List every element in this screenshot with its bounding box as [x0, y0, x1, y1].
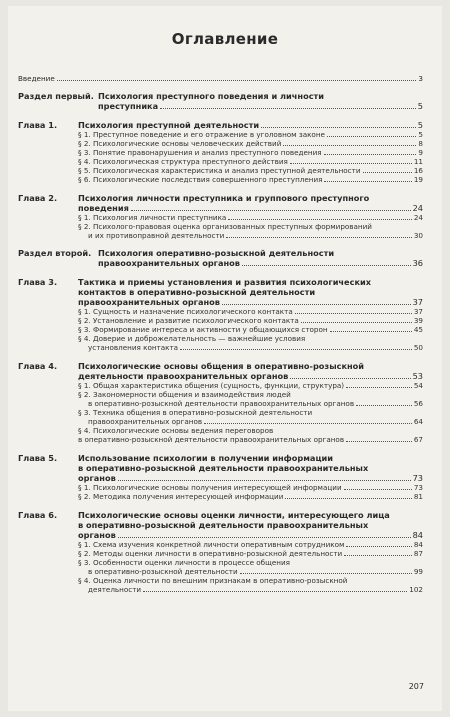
chapter-label: Глава 5. [18, 453, 58, 463]
list-item: § 1. Сущность и назначение психологического контакта 37 [78, 307, 423, 316]
entry-page: 24 [412, 203, 423, 213]
list-item: § 4. Психологические основы ведения переговоров в оперативно-розыскной деятельности правоохранительных органов 67 [78, 426, 423, 444]
entry-page: 3 [418, 74, 423, 83]
chapter-label: Глава 1. [18, 120, 58, 130]
list-item: § 3. Особенности оценки личности в процессе общения в оперативно-розыскной деятельности 99 [78, 558, 423, 576]
list-item: § 1. Преступное поведение и его отражение в уголовном законе 5 [78, 130, 423, 139]
entry-page: 5 [417, 101, 423, 111]
entry-text: Введение [18, 74, 55, 83]
book-page [8, 6, 442, 711]
list-item: § 1. Общая характеристика общения (сущность, функции, структура) 54 [78, 381, 423, 390]
toc-chapter-2 [18, 193, 423, 213]
list-item: § 3. Формирование интереса и активности у общающихся сторон 45 [78, 325, 423, 334]
section-title-line2: правоохранительных органов [98, 258, 240, 268]
list-item: § 2. Методика получения интересующей информации 81 [78, 492, 423, 501]
list-item: § 2. Закономерности общения и взаимодействия людей в оперативно-розыскной деятельности правоохранительных органов 56 [78, 390, 423, 408]
toc-section-2 [18, 248, 423, 268]
section-title-line2: преступника [98, 101, 159, 111]
page-number: 207 [408, 682, 424, 691]
toc-chapter-5: Глава 5. Использование психологии в получении информации в оперативно-розыскной деятельности правоохранительных органов 73 [18, 453, 423, 483]
list-item: § 3. Техника общения в оперативно-розыскной деятельности правоохранительных органов 64 [78, 408, 423, 426]
list-item: § 5. Психологическая характеристика и анализ преступной деятельности 16 [78, 166, 423, 175]
chapter-title-line2: поведения [78, 203, 129, 213]
section-title-line1: Психология преступного поведения и личности [98, 91, 325, 101]
section-label: Раздел первый. [18, 91, 94, 101]
list-item: § 1. Схема изучения конкретной личности оперативным сотрудником 84 [78, 540, 423, 549]
list-item: § 1. Психологические основы получения интересующей информации 73 [78, 483, 423, 492]
chapter-label: Глава 4. [18, 361, 58, 371]
section-label: Раздел второй. [18, 248, 92, 258]
toc-chapter-6: Глава 6. Психологические основы оценки личности, интересующего лица в оперативно-розыскной деятельности правоохранительных органов 84 [18, 510, 423, 540]
entry-page: 5 [417, 120, 423, 130]
table-of-contents [18, 70, 423, 594]
list-item: § 2. Психолого-правовая оценка организованных преступных формирований и их противоправной деятельности 30 [78, 222, 423, 240]
entry-page: 36 [412, 258, 423, 268]
list-item: § 3. Понятие правонарушения и анализ преступного поведения 9 [78, 148, 423, 157]
list-item: § 2. Установление и развитие психологического контакта 39 [78, 316, 423, 325]
leader-dots [160, 108, 416, 109]
list-item: § 6. Психологические последствия совершенного преступления 19 [78, 175, 423, 184]
page-title: Оглавление [171, 30, 279, 48]
list-item: § 1. Психология личности преступника 24 [78, 213, 423, 222]
list-item: § 4. Оценка личности по внешним признакам в оперативно-розыскной деятельности 102 [78, 576, 423, 594]
toc-chapter-3: Глава 3. Тактика и приемы установления и развития психологических контактов в оперативно-розыскной деятельности правоохранительных органов 37 [18, 277, 423, 307]
chapter-title: Психология преступной деятельности [78, 120, 260, 130]
list-item: § 2. Психологические основы человеческих действий 8 [78, 139, 423, 148]
entry-page: 53 [412, 371, 423, 381]
chapter-label: Глава 3. [18, 277, 58, 287]
leader-dots [57, 80, 417, 81]
toc-entry-intro [18, 74, 423, 83]
toc-chapter-4: Глава 4. Психологические основы общения в оперативно-розыскной деятельности правоохранительных органов 53 [18, 361, 423, 381]
list-item: § 2. Методы оценки личности в оперативно-розыскной деятельности 87 [78, 549, 423, 558]
chapter-title-line1: Психология личности преступника и группового преступного [78, 193, 370, 203]
entry-page: 37 [412, 297, 423, 307]
entry-page: 84 [412, 530, 423, 540]
list-item: § 4. Доверие и доброжелательность — важнейшие условия установления контакта 50 [78, 334, 423, 352]
chapter-label: Глава 6. [18, 510, 58, 520]
list-item: § 4. Психологическая структура преступного действия 11 [78, 157, 423, 166]
toc-section-1 [18, 91, 423, 111]
chapter-label: Глава 2. [18, 193, 58, 203]
entry-page: 73 [412, 473, 423, 483]
leader-dots [261, 127, 416, 128]
toc-chapter-1 [18, 120, 423, 130]
section-title-line1: Психология оперативно-розыскной деятельности [98, 248, 335, 258]
